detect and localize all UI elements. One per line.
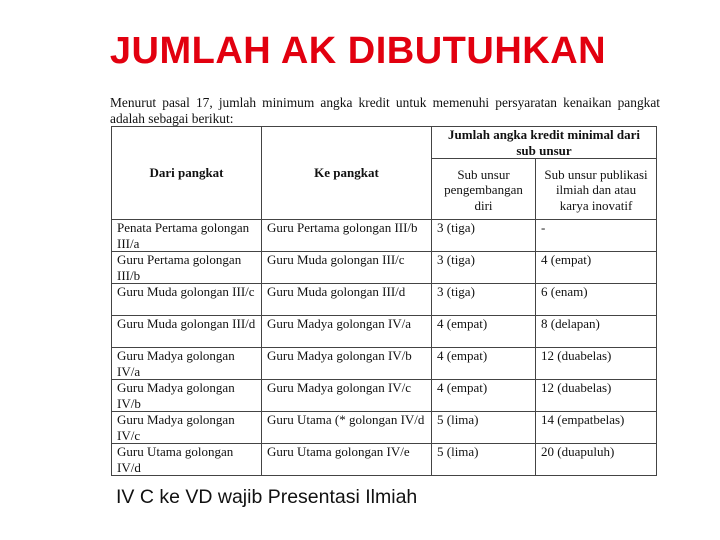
header-ke-pangkat: Ke pangkat [262,127,432,220]
header-publikasi-ilmiah: Sub unsur publikasi ilmiah dan atau karya inovatif [536,159,657,220]
cell-dari-pangkat: Guru Madya golongan IV/c [112,412,262,444]
table-row [112,284,657,316]
cell-dari-pangkat: Guru Utama golongan IV/d [112,444,262,476]
cell-pengembangan-diri: 3 (tiga) [432,284,536,316]
cell-pengembangan-diri: 3 (tiga) [432,252,536,284]
intro-paragraph: Menurut pasal 17, jumlah minimum angka kredit untuk memenuhi persyaratan kenaikan pangkat adalah sebagai berikut: [110,95,660,126]
cell-pengembangan-diri: 4 (empat) [432,316,536,348]
cell-ke-pangkat: Guru Utama (* golongan IV/d [262,412,432,444]
cell-publikasi-ilmiah: 8 (delapan) [536,316,657,348]
cell-publikasi-ilmiah: 14 (empatbelas) [536,412,657,444]
slide-title [0,30,720,73]
table-row [112,380,657,412]
cell-pengembangan-diri: 4 (empat) [432,348,536,380]
header-dari-pangkat: Dari pangkat [112,127,262,220]
cell-ke-pangkat: Guru Utama golongan IV/e [262,444,432,476]
table-row [112,252,657,284]
cell-ke-pangkat: Guru Muda golongan III/d [262,284,432,316]
cell-dari-pangkat: Guru Muda golongan III/d [112,316,262,348]
slide-title-text: JUMLAH AK DIBUTUHKAN [109,30,607,72]
cell-dari-pangkat: Guru Madya golongan IV/b [112,380,262,412]
table-row [112,444,657,476]
cell-pengembangan-diri: 5 (lima) [432,444,536,476]
cell-ke-pangkat: Guru Madya golongan IV/c [262,380,432,412]
footer-note: IV C ke VD wajib Presentasi Ilmiah [116,486,418,508]
cell-dari-pangkat: Guru Pertama golongan III/b [112,252,262,284]
cell-publikasi-ilmiah: 20 (duapuluh) [536,444,657,476]
cell-ke-pangkat: Guru Madya golongan IV/b [262,348,432,380]
angka-kredit-table [111,126,657,476]
cell-ke-pangkat: Guru Pertama golongan III/b [262,220,432,252]
cell-publikasi-ilmiah: 4 (empat) [536,252,657,284]
cell-dari-pangkat: Penata Pertama golongan III/a [112,220,262,252]
cell-pengembangan-diri: 4 (empat) [432,380,536,412]
cell-dari-pangkat: Guru Madya golongan IV/a [112,348,262,380]
table-row [112,316,657,348]
cell-publikasi-ilmiah: 12 (duabelas) [536,348,657,380]
header-pengembangan-diri: Sub unsur pengembangan diri [432,159,536,220]
cell-ke-pangkat: Guru Muda golongan III/c [262,252,432,284]
cell-pengembangan-diri: 3 (tiga) [432,220,536,252]
cell-publikasi-ilmiah: - [536,220,657,252]
table-row [112,348,657,380]
cell-publikasi-ilmiah: 6 (enam) [536,284,657,316]
table-header-row [112,127,657,159]
table-row [112,412,657,444]
cell-publikasi-ilmiah: 12 (duabelas) [536,380,657,412]
table-row [112,220,657,252]
cell-dari-pangkat: Guru Muda golongan III/c [112,284,262,316]
cell-ke-pangkat: Guru Madya golongan IV/a [262,316,432,348]
header-jumlah-ak: Jumlah angka kredit minimal dari sub unsur [432,127,657,159]
cell-pengembangan-diri: 5 (lima) [432,412,536,444]
